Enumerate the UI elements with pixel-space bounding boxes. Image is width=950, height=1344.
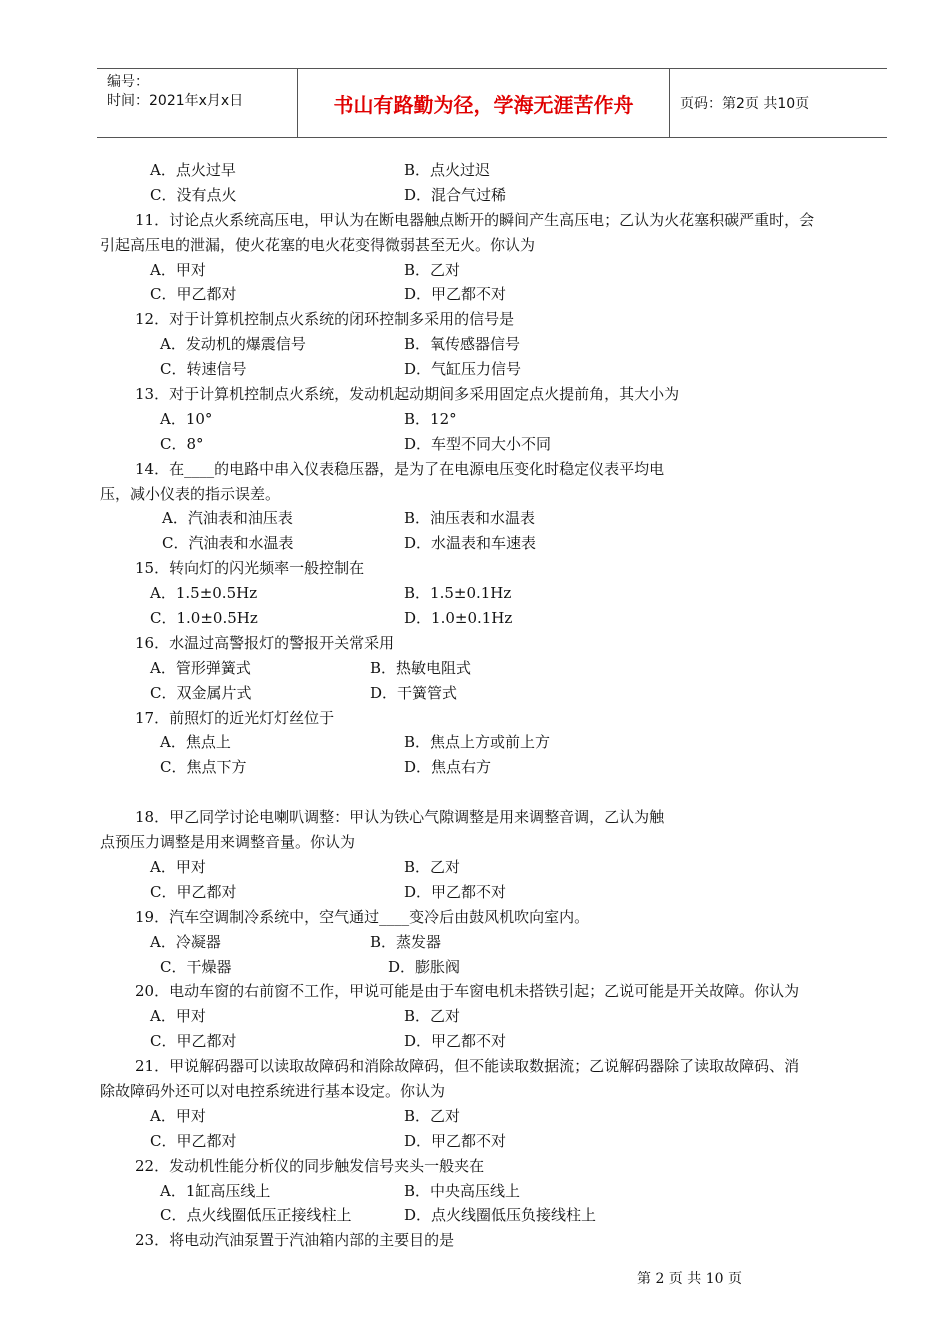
options-line — [0, 531, 950, 556]
blank-line — [0, 780, 950, 805]
option-left: C．转速信号 — [160, 360, 247, 379]
options-line — [0, 1129, 950, 1154]
option-right: B．热敏电阻式 — [370, 658, 472, 677]
document-body — [0, 158, 950, 1253]
question-line — [0, 631, 950, 656]
option-left: A．1.5±0.5Hz — [150, 584, 258, 603]
question-line — [0, 1154, 950, 1179]
question-line — [0, 556, 950, 581]
options-line — [0, 407, 950, 432]
option-left: C．汽油表和水温表 — [162, 534, 294, 553]
question-line — [0, 307, 950, 332]
options-line — [0, 158, 950, 183]
option-right: B．点火过迟 — [404, 161, 491, 179]
options-line — [0, 357, 950, 382]
question-line — [0, 208, 950, 233]
options-line — [0, 730, 950, 755]
header-page-info: 页码：第2页 共10页 — [680, 96, 810, 112]
options-line — [0, 581, 950, 606]
option-left: A．焦点上 — [160, 733, 231, 752]
question-text: 17．前照灯的近光灯灯丝位于 — [135, 708, 335, 727]
options-line — [0, 432, 950, 457]
options-line — [0, 332, 950, 357]
option-right: D．1.0±0.1Hz — [404, 609, 513, 628]
option-left: C．甲乙都对 — [150, 1032, 237, 1051]
options-line — [0, 880, 950, 905]
option-right: D．车型不同大小不同 — [404, 434, 552, 453]
option-right: D．干簧管式 — [370, 683, 458, 702]
question-line — [0, 482, 950, 507]
header-meta — [97, 69, 298, 137]
question-text: 21．甲说解码器可以读取故障码和消除故障码，但不能读取数据流；乙说解码器除了读取故障码、消 — [135, 1057, 800, 1076]
options-line — [0, 1203, 950, 1228]
option-left: A．10° — [160, 409, 213, 428]
page-header — [97, 68, 887, 138]
options-line — [0, 183, 950, 208]
question-line — [0, 457, 950, 482]
option-right: D．混合气过稀 — [404, 185, 507, 204]
question-text: 除故障码外还可以对电控系统进行基本设定。你认为 — [100, 1081, 446, 1100]
question-line — [0, 233, 950, 258]
options-line — [0, 258, 950, 283]
question-text: 压，减小仪表的指示误差。 — [100, 484, 281, 503]
question-line — [0, 805, 950, 830]
question-text: 20．电动车窗的右前窗不工作，甲说可能是由于车窗电机未搭铁引起；乙说可能是开关故障。你认为 — [135, 982, 800, 1001]
options-line — [0, 1004, 950, 1029]
option-left: A．汽油表和油压表 — [162, 509, 293, 528]
number-label: 编号： — [107, 74, 149, 90]
option-left: A．甲对 — [150, 1007, 206, 1026]
option-right: D．膨胀阀 — [388, 957, 461, 976]
option-left: C．没有点火 — [150, 185, 237, 204]
question-text: 18．甲乙同学讨论电喇叭调整：甲认为铁心气隙调整是用来调整音调，乙认为触 — [135, 808, 665, 827]
options-line — [0, 506, 950, 531]
option-right: B．油压表和水温表 — [404, 509, 536, 528]
question-text: 13．对于计算机控制点火系统，发动机起动期间多采用固定点火提前角，其大小为 — [135, 385, 680, 404]
question-text: 23．将电动汽油泵置于汽油箱内部的主要目的是 — [135, 1231, 455, 1250]
option-right: B．焦点上方或前上方 — [404, 733, 551, 752]
question-line — [0, 830, 950, 855]
option-left: C．双金属片式 — [150, 683, 252, 702]
question-text: 14．在____的电路中串入仪表稳压器，是为了在电源电压变化时稳定仪表平均电 — [135, 459, 665, 478]
option-left: A．管形弹簧式 — [150, 658, 251, 677]
time-label: 时间：2021年x月x日 — [107, 93, 244, 109]
option-left: C．甲乙都对 — [150, 285, 237, 304]
options-line — [0, 955, 950, 980]
question-text: 11．讨论点火系统高压电，甲认为在断电器触点断开的瞬间产生高压电；乙认为火花塞积碳严重时，会 — [135, 210, 815, 229]
question-text: 12．对于计算机控制点火系统的闭环控制多采用的信号是 — [135, 310, 515, 329]
option-right: D．水温表和车速表 — [404, 534, 537, 553]
option-left: C．甲乙都对 — [150, 1131, 237, 1150]
option-right: B．乙对 — [404, 260, 461, 279]
option-left: A．甲对 — [150, 1106, 206, 1125]
option-left: C．干燥器 — [160, 957, 232, 976]
question-line — [0, 1054, 950, 1079]
question-line — [0, 706, 950, 731]
options-line — [0, 606, 950, 631]
options-line — [0, 930, 950, 955]
question-line — [0, 979, 950, 1004]
question-text: 点预压力调整是用来调整音量。你认为 — [100, 833, 356, 852]
question-text: 19．汽车空调制冷系统中，空气通过____变冷后由鼓风机吹向室内。 — [135, 907, 590, 926]
option-left: A．甲对 — [150, 260, 206, 279]
question-text: 15．转向灯的闪光频率一般控制在 — [135, 559, 365, 578]
option-left: C．甲乙都对 — [150, 882, 237, 901]
option-right: B．乙对 — [404, 1007, 461, 1026]
option-left: C．焦点下方 — [160, 758, 247, 777]
options-line — [0, 1104, 950, 1129]
option-right: B．乙对 — [404, 1106, 461, 1125]
option-left: A．点火过早 — [150, 161, 236, 179]
option-left: C．点火线圈低压正接线柱上 — [160, 1206, 352, 1225]
option-left: A．1缸高压线上 — [160, 1181, 271, 1200]
options-line — [0, 282, 950, 307]
option-right: B．乙对 — [404, 857, 461, 876]
option-right: B．蒸发器 — [370, 932, 442, 951]
option-left: A．甲对 — [150, 857, 206, 876]
option-left: C．1.0±0.5Hz — [150, 609, 258, 628]
option-left: A．发动机的爆震信号 — [160, 335, 306, 354]
option-right: D．点火线圈低压负接线柱上 — [404, 1206, 597, 1225]
question-text: 16．水温过高警报灯的警报开关常采用 — [135, 633, 395, 652]
option-right: D．甲乙都不对 — [404, 1032, 507, 1051]
option-right: D．甲乙都不对 — [404, 1131, 507, 1150]
options-line — [0, 855, 950, 880]
option-left: C．8° — [160, 434, 204, 453]
question-line — [0, 1079, 950, 1104]
option-right: B．1.5±0.1Hz — [404, 584, 512, 603]
options-line — [0, 1029, 950, 1054]
option-right: D．甲乙都不对 — [404, 882, 507, 901]
question-text: 22．发动机性能分析仪的同步触发信号夹头一般夹在 — [135, 1156, 485, 1175]
option-right: D．焦点右方 — [404, 758, 492, 777]
option-right: B．氧传感器信号 — [404, 335, 521, 354]
header-motto: 书山有路勤为径，学海无涯苦作舟 — [298, 69, 670, 137]
question-line — [0, 1228, 950, 1253]
options-line — [0, 681, 950, 706]
option-left: A．冷凝器 — [150, 932, 221, 951]
option-right: B．12° — [404, 409, 457, 428]
options-line — [0, 656, 950, 681]
question-line — [0, 382, 950, 407]
option-right: D．气缸压力信号 — [404, 360, 522, 379]
question-line — [0, 905, 950, 930]
options-line — [0, 1179, 950, 1204]
question-text: 引起高压电的泄漏，使火花塞的电火花变得微弱甚至无火。你认为 — [100, 235, 536, 254]
options-line — [0, 755, 950, 780]
page-footer: 第 2 页 共 10 页 — [637, 1271, 742, 1287]
option-right: B．中央高压线上 — [404, 1181, 521, 1200]
option-right: D．甲乙都不对 — [404, 285, 507, 304]
